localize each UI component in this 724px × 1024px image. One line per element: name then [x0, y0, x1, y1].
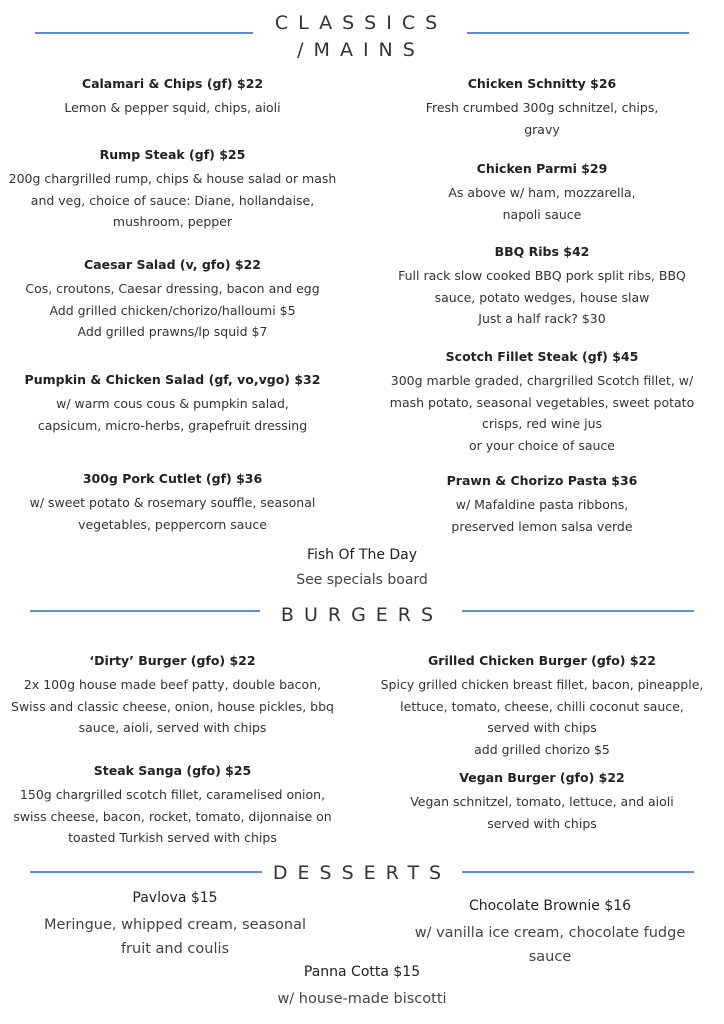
menu-item-chicken-parmi — [372, 160, 712, 225]
item-name: Pumpkin & Chicken Salad (gf, vo,vgo) $32 — [24, 372, 321, 387]
desc-line: swiss cheese, bacon, rocket, tomato, dijonnaise on — [13, 808, 332, 824]
burgers-section-title: BURGERS — [280, 604, 444, 626]
desc-line: capsicum, micro-herbs, grapefruit dressing — [37, 417, 308, 433]
desc-line: sauce, aioli, served with chips — [78, 720, 267, 735]
item-description — [372, 182, 712, 225]
desc-line: w/ house-made biscotti — [277, 991, 447, 1007]
desc-line: Add grilled chicken/chorizo/halloumi $5 — [49, 302, 296, 318]
item-name: Prawn & Chorizo Pasta $36 — [446, 473, 638, 488]
desc-line: w/ sweet potato & rosemary souffle, seasonal — [29, 495, 316, 510]
mains-divider-left — [35, 32, 253, 34]
item-description — [0, 393, 345, 436]
item-description — [372, 265, 712, 330]
desserts-divider-right — [462, 871, 694, 873]
desc-line: Full rack slow cooked BBQ pork split ribs, BBQ — [398, 268, 686, 283]
burgers-divider-left — [30, 610, 260, 612]
item-name: Panna Cotta $15 — [303, 964, 421, 980]
desc-line: vegetables, peppercorn sauce — [78, 516, 267, 532]
desc-line: served with chips — [487, 720, 597, 735]
mains-section-title — [255, 10, 467, 64]
item-name: Fish Of The Day — [306, 547, 418, 563]
desc-line: w/ Mafaldine pasta ribbons, — [455, 497, 629, 512]
mains-divider-right — [467, 32, 689, 34]
menu-item-prawn-pasta — [372, 472, 712, 537]
desc-line: Lemon & pepper squid, chips, aioli — [64, 100, 281, 115]
item-description — [372, 370, 712, 456]
desc-line: sauce — [528, 948, 572, 965]
item-name: Chicken Parmi $29 — [476, 161, 608, 176]
desc-line: Add grilled prawns/lp squid $7 — [77, 324, 268, 339]
desc-line: mushroom, pepper — [112, 214, 233, 229]
desc-line: Swiss and classic cheese, onion, house pickles, bbq — [11, 698, 334, 714]
desc-line: or your choice of sauce — [469, 437, 615, 453]
item-name: BBQ Ribs $42 — [494, 244, 590, 259]
menu-item-chicken-schnitty — [372, 75, 712, 140]
menu-item-scotch-fillet — [372, 348, 712, 456]
desc-line: toasted Turkish served with chips — [68, 830, 277, 845]
desc-line: served with chips — [487, 815, 597, 831]
desc-line: 2x 100g house made beef patty, double bacon, — [23, 677, 322, 692]
menu-item-rump-steak — [0, 146, 345, 233]
desc-line: preserved lemon salsa verde — [451, 518, 633, 534]
menu-item-panna-cotta — [212, 963, 512, 1012]
desserts-section-title: DESSERTS — [272, 862, 452, 884]
item-description — [212, 569, 512, 593]
desc-line: sauce, potato wedges, house slaw — [434, 289, 650, 305]
desc-line: 300g marble graded, chargrilled Scotch fillet, w/ — [390, 373, 694, 388]
item-name: Grilled Chicken Burger (gfo) $22 — [428, 653, 656, 668]
desc-line: As above w/ ham, mozzarella, — [448, 185, 636, 200]
desc-line: napoli sauce — [502, 206, 582, 222]
item-name: Pavlova $15 — [132, 890, 218, 906]
menu-item-bbq-ribs — [372, 243, 712, 330]
menu-item-pumpkin-salad — [0, 371, 345, 436]
menu-item-caesar-salad — [0, 256, 345, 343]
menu-item-pavlova — [20, 889, 330, 961]
item-description — [20, 914, 330, 961]
desc-line: lettuce, tomato, cheese, chilli coconut sauce, — [400, 698, 684, 714]
item-description — [0, 784, 345, 849]
desc-line: fruit and coulis — [120, 940, 230, 957]
desc-line: 200g chargrilled rump, chips & house salad or mash — [8, 171, 337, 186]
item-description — [372, 791, 712, 834]
menu-item-vegan-burger — [372, 769, 712, 834]
desc-line: w/ vanilla ice cream, chocolate fudge — [414, 925, 686, 941]
desc-line: gravy — [524, 121, 560, 137]
item-description — [392, 922, 708, 969]
item-description — [0, 97, 345, 119]
item-description — [212, 988, 512, 1012]
desc-line: Spicy grilled chicken breast fillet, bacon, pineapple, — [380, 677, 704, 692]
menu-item-chocolate-brownie — [392, 897, 708, 969]
desc-line: Vegan schnitzel, tomato, lettuce, and aioli — [410, 794, 674, 809]
item-name: Steak Sanga (gfo) $25 — [93, 763, 252, 778]
desc-line: mash potato, seasonal vegetables, sweet potato — [389, 394, 695, 410]
desserts-divider-left — [30, 871, 262, 873]
item-description — [0, 674, 345, 739]
desc-line: See specials board — [296, 572, 428, 588]
item-description — [0, 492, 345, 535]
desc-line: 150g chargrilled scotch fillet, caramelised onion, — [19, 787, 326, 802]
burgers-divider-right — [462, 610, 694, 612]
desc-line: w/ warm cous cous & pumpkin salad, — [56, 396, 289, 411]
desc-line: Meringue, whipped cream, seasonal — [43, 917, 307, 933]
menu-item-calamari — [0, 75, 345, 119]
item-name: Chicken Schnitty $26 — [467, 76, 617, 91]
item-description — [0, 278, 345, 343]
desc-line: crisps, red wine jus — [481, 416, 603, 431]
item-name: Scotch Fillet Steak (gf) $45 — [445, 349, 639, 364]
item-description — [372, 494, 712, 537]
item-name: Caesar Salad (v, gfo) $22 — [83, 257, 261, 272]
menu-item-steak-sanga — [0, 762, 345, 849]
desc-line: and veg, choice of sauce: Diane, hollandaise, — [30, 192, 315, 208]
desc-line: add grilled chorizo $5 — [474, 741, 610, 757]
item-name: 300g Pork Cutlet (gf) $36 — [82, 471, 263, 486]
item-name: Vegan Burger (gfo) $22 — [459, 770, 625, 785]
mains-title-line2: /MAINS — [297, 39, 425, 61]
item-description — [372, 674, 712, 760]
menu-item-dirty-burger — [0, 652, 345, 739]
item-name: Chocolate Brownie $16 — [468, 898, 632, 914]
item-name: Rump Steak (gf) $25 — [99, 147, 246, 162]
item-description — [0, 168, 345, 233]
menu-item-pork-cutlet — [0, 470, 345, 535]
item-name: ‘Dirty’ Burger (gfo) $22 — [89, 653, 256, 668]
item-description — [372, 97, 712, 140]
item-name: Calamari & Chips (gf) $22 — [81, 76, 264, 91]
menu-item-fish-of-the-day — [212, 546, 512, 593]
desc-line: Just a half rack? $30 — [478, 311, 606, 326]
desc-line: Cos, croutons, Caesar dressing, bacon and egg — [25, 281, 320, 296]
desc-line: Fresh crumbed 300g schnitzel, chips, — [425, 100, 659, 115]
mains-title-line1: CLASSICS — [274, 12, 448, 34]
menu-item-grilled-chicken-burger — [372, 652, 712, 760]
